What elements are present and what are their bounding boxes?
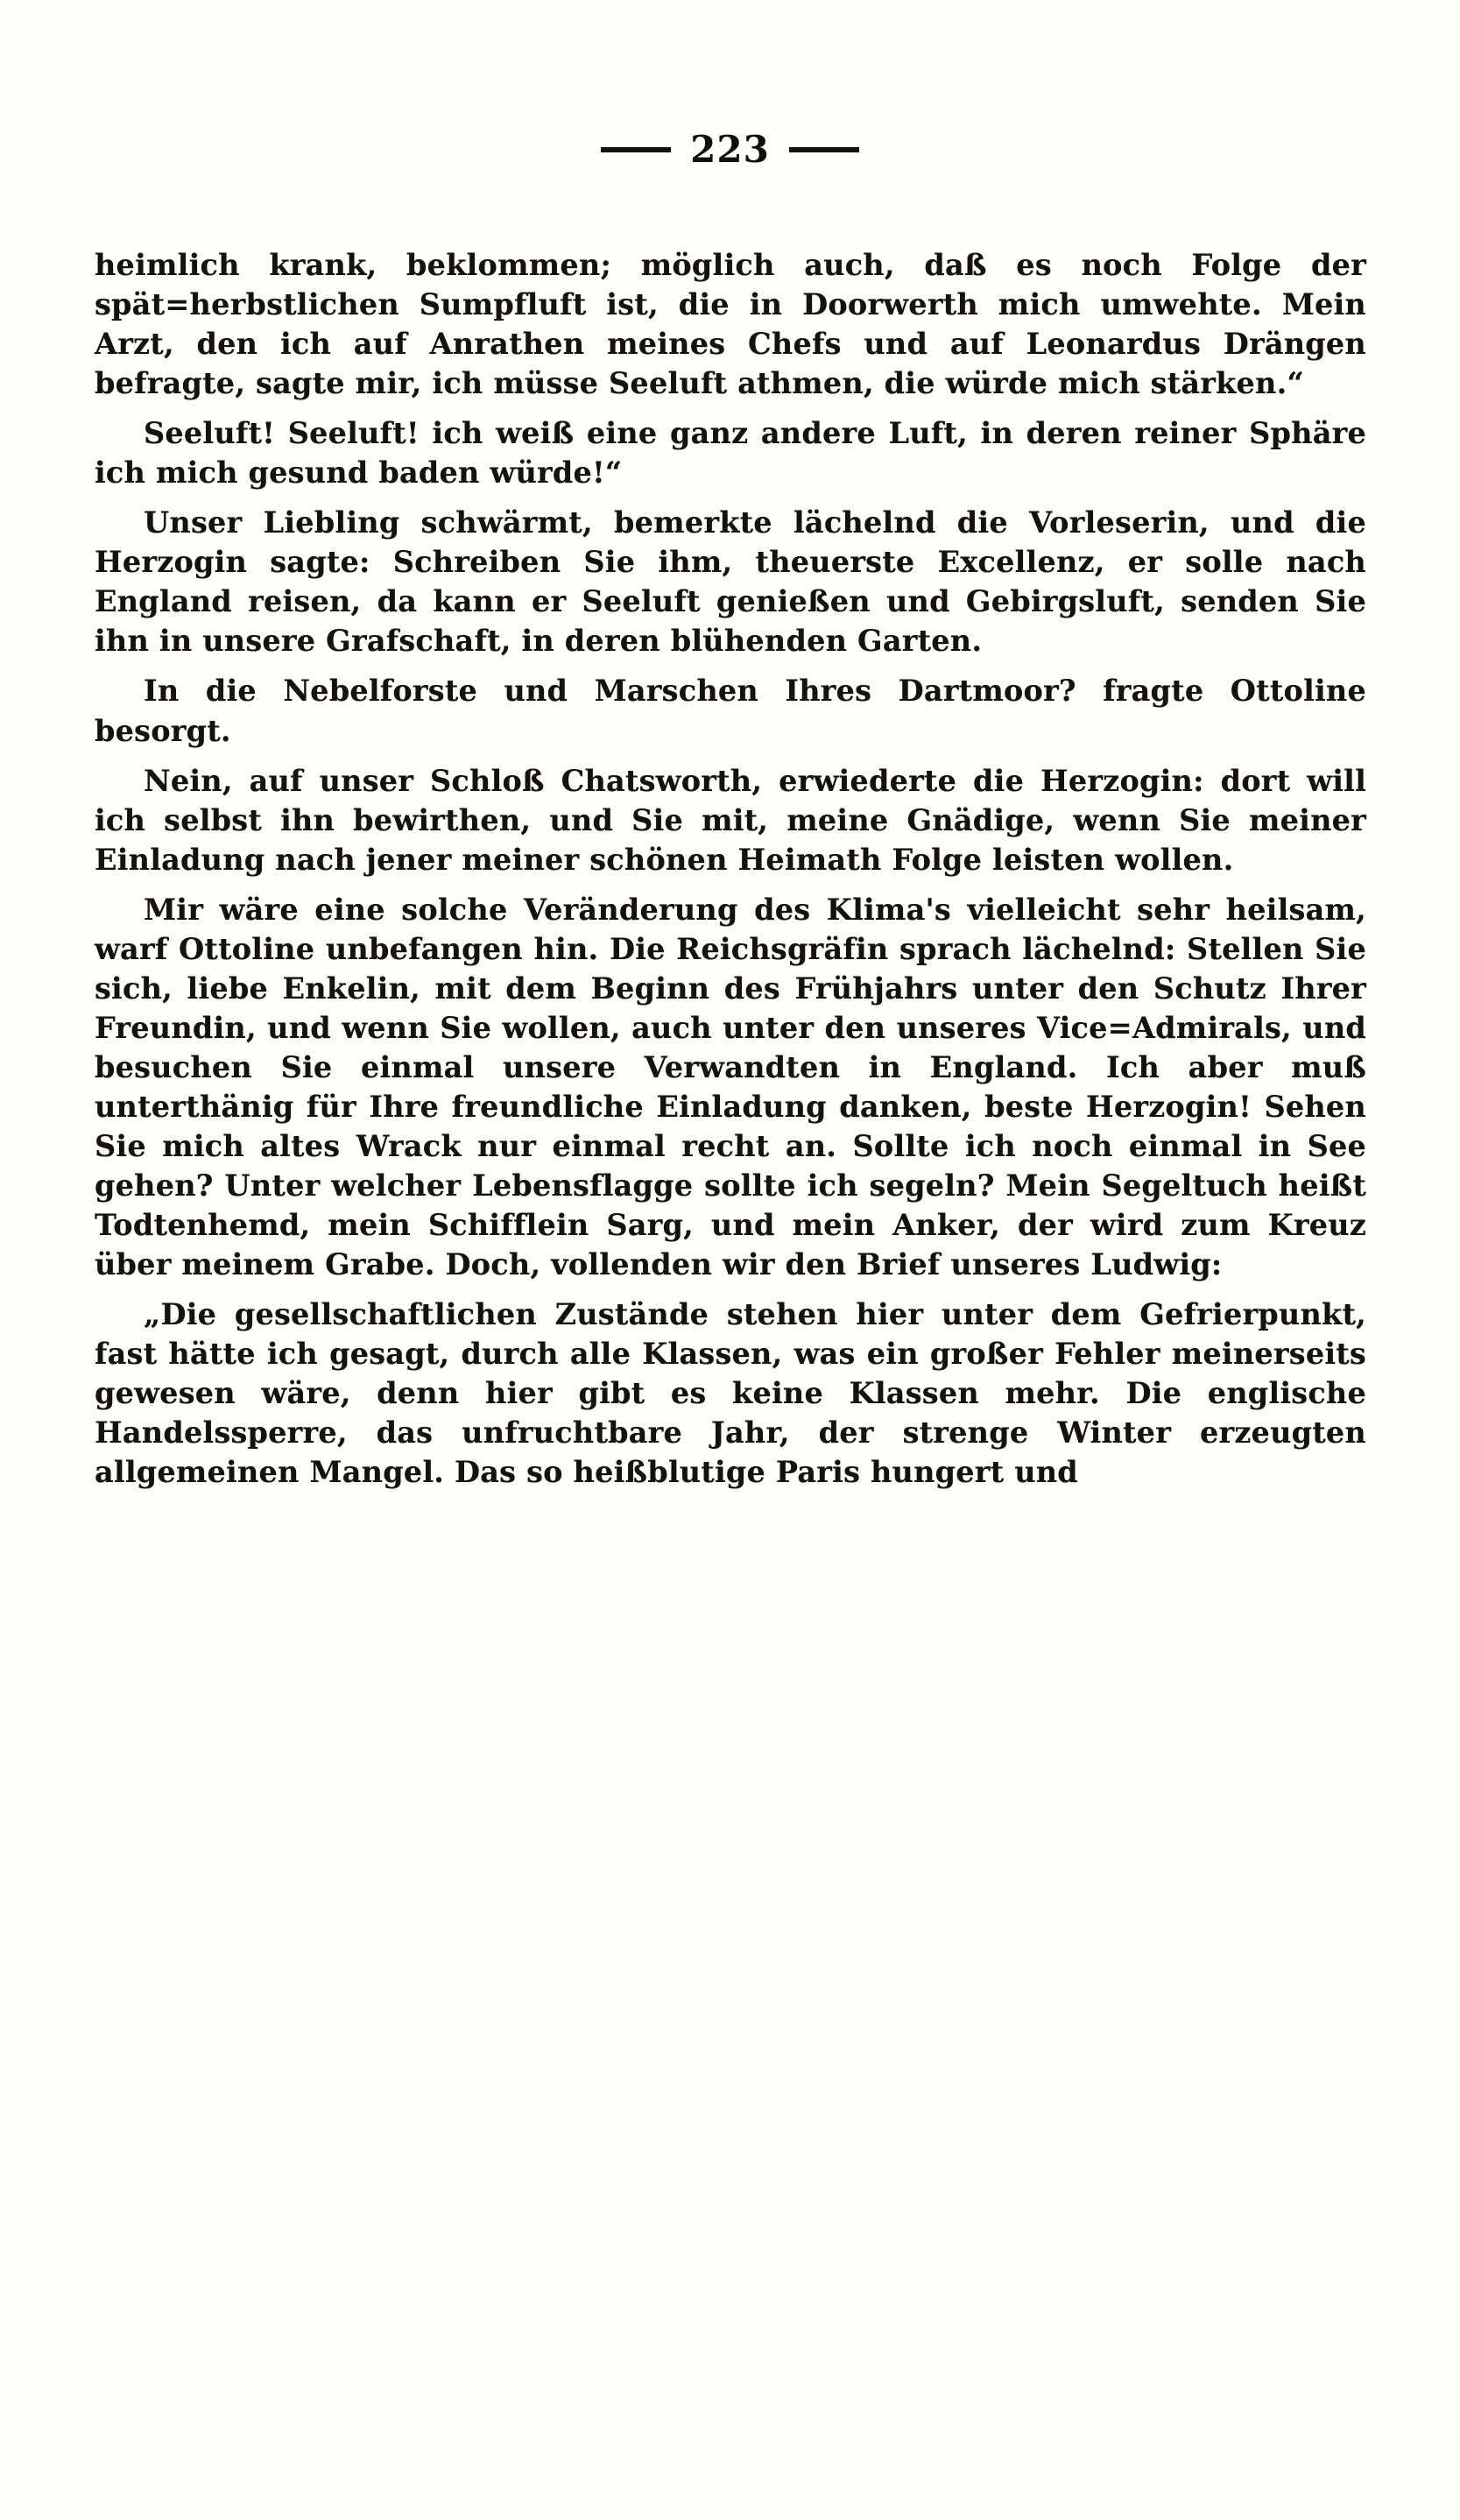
paragraph: Nein, auf unser Schloß Chatsworth, erwiederte die Herzogin: dort will ich selbst ihn bewirthen, und Sie mit, meine Gnädige, wenn Sie meiner Einladung nach jener meiner schönen Heimath Folge leisten wollen. [95,763,1366,877]
paragraph: Seeluft! Seeluft! ich weiß eine ganz andere Luft, in deren reiner Sphäre ich mich gesund baden würde!“ [95,416,1366,491]
header-rule-right [789,147,859,152]
paragraph: Unser Liebling schwärmt, bemerkte lächelnd die Vorleserin, und die Herzogin sagte: Schreiben Sie ihm, theuerste Excellenz, er solle nach England reisen, da kann er Seeluft genießen und Gebirgsluft, senden Sie ihn in unsere Grafschaft, in deren blühenden Garten. [95,505,1366,659]
page-number: 223 [690,128,770,171]
paragraph: In die Nebelforste und Marschen Ihres Dartmoor? fragte Ottoline besorgt. [95,674,1366,748]
paragraph: heimlich krank, beklommen; möglich auch, daß es noch Folge der spät=herbstlichen Sumpfluft ist, die in Doorwerth mich umwehte. Mein Arzt, den ich auf Anrathen meines Chefs und auf Leonardus Drängen befragte, sagte mir, ich müsse Seeluft athmen, die würde mich stärken.“ [95,248,1366,401]
paragraph: Mir wäre eine solche Veränderung des Klima's vielleicht sehr heilsam, warf Ottoline unbefangen hin. Die Reichsgräfin sprach lächelnd: Stellen Sie sich, liebe Enkelin, mit dem Beginn des Frühjahrs unter den Schutz Ihrer Freundin, und wenn Sie wollen, auch unter den unseres Vice=Admirals, und besuchen Sie einmal unsere Verwandten in England. Ich aber muß unterthänig für Ihre freundliche Einladung danken, beste Herzogin! Sehen Sie mich altes Wrack nur einmal recht an. Sollte ich noch einmal in See gehen? Unter welcher Lebensflagge sollte ich segeln? Mein Segeltuch heißt Todtenhemd, mein Schifflein Sarg, und mein Anker, der wird zum Kreuz über meinem Grabe. Doch, vollenden wir den Brief unseres Ludwig: [95,892,1366,1282]
paragraph: „Die gesellschaftlichen Zustände stehen hier unter dem Gefrierpunkt, fast hätte ich gesagt, durch alle Klassen, was ein großer Fehler meinerseits gewesen wäre, denn hier gibt es keine Klassen mehr. Die englische Handelssperre, das unfruchtbare Jahr, der strenge Winter erzeugten allgemeinen Mangel. Das so heißblutige Paris hungert und [95,1297,1366,1490]
header-rule-left [601,147,671,152]
page-header [0,128,1460,171]
body-text [95,245,1366,1492]
